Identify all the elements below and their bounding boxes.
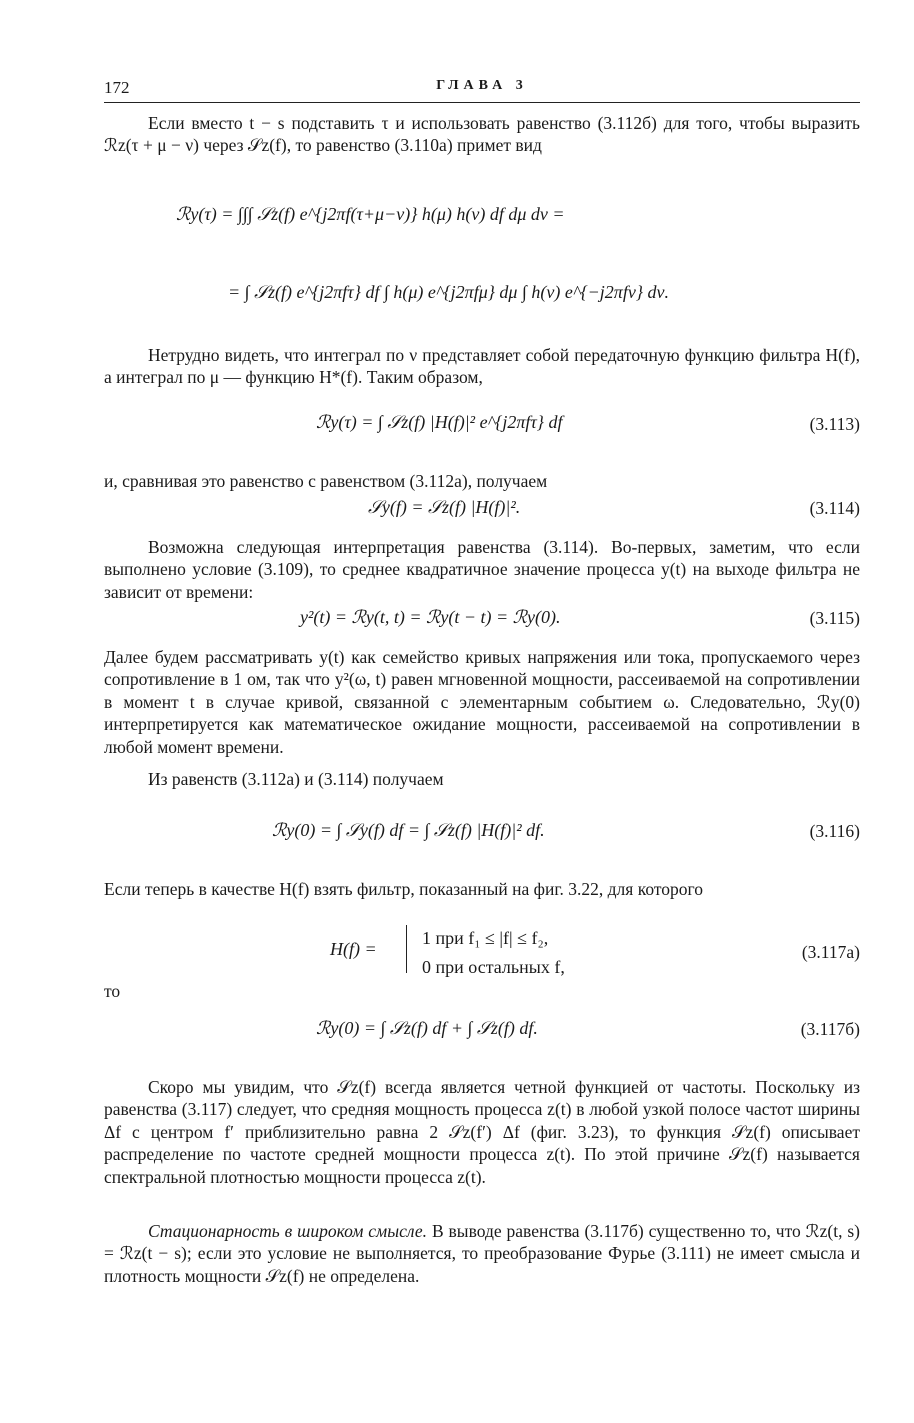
equation-number: (3.117б) bbox=[800, 1019, 860, 1039]
equation-number: (3.114) bbox=[809, 498, 860, 518]
brace bbox=[406, 925, 417, 973]
equation: ℛy(τ) = ∫∫∫ 𝒮z(f) e^{j2πf(τ+μ−ν)} h(μ) h(ν) df dμ dν = bbox=[176, 204, 565, 224]
equation-case: 1 при f₁ ≤ |f| ≤ f₂, bbox=[422, 928, 549, 948]
equation: 𝒮y(f) = 𝒮z(f) |H(f)|². bbox=[368, 497, 521, 517]
paragraph: то bbox=[104, 981, 121, 1001]
page-number: 172 bbox=[104, 78, 130, 97]
paragraph: Скоро мы увидим, что 𝒮z(f) всегда является четной функцией от частоты. Поскольку из равенства (3.117) следует, что средняя мощность процесса z(t) в любой узкой полосе частот ширины Δf с центром f′ приблизительно равна 2 𝒮z(f′) Δf (фиг. 3.23), то функция 𝒮z(f) описывает распределение по частоте средней мощности процесса z(t). По этой причине 𝒮z(f) называется спектральной плотностью мощности процесса z(t). bbox=[104, 1077, 860, 1187]
equation: ℛy(0) = ∫ 𝒮y(f) df = ∫ 𝒮z(f) |H(f)|² df. bbox=[272, 820, 545, 840]
equation-number: (3.116) bbox=[809, 821, 860, 841]
running-header bbox=[104, 76, 860, 103]
paragraph: Нетрудно видеть, что интеграл по ν представляет собой передаточную функцию фильтра H(f), а интеграл по μ — функцию H*(f). Таким образом, bbox=[104, 345, 860, 388]
equation: = ∫ 𝒮z(f) e^{j2πfτ} df ∫ h(μ) e^{j2πfμ} dμ ∫ h(ν) e^{−j2πfν} dν. bbox=[228, 282, 670, 302]
equation-lhs: H(f) = bbox=[330, 939, 377, 959]
paragraph: и, сравнивая это равенство с равенством (3.112а), получаем bbox=[104, 471, 548, 491]
paragraph: Далее будем рассматривать y(t) как семейство кривых напряжения или тока, пропускаемого через сопротивление в 1 ом, так что y²(ω, t) равен мгновенной мощности, рассеиваемой на сопротивлении в момент t в случае кривой, связанной с элементарным событием ω. Следовательно, ℛy(0) интерпретируется как математическое ожидание мощности, рассеиваемой на сопротивлении в любой момент времени. bbox=[104, 647, 860, 757]
chapter-title: ГЛАВА 3 bbox=[436, 78, 528, 93]
paragraph bbox=[104, 1220, 860, 1287]
equation-number: (3.115) bbox=[809, 608, 860, 628]
equation-number: (3.117а) bbox=[801, 942, 860, 962]
paragraph: Если вместо t − s подставить τ и использовать равенство (3.112б) для того, чтобы выразить ℛz(τ + μ − ν) через 𝒮z(f), то равенство (3.110а) примет вид bbox=[104, 113, 860, 156]
paragraph: Из равенств (3.112а) и (3.114) получаем bbox=[148, 769, 444, 789]
run-in-heading: Стационарность в широком смысле. bbox=[148, 1221, 428, 1241]
equation-number: (3.113) bbox=[809, 414, 860, 434]
equation: ℛy(0) = ∫ 𝒮z(f) df + ∫ 𝒮z(f) df. bbox=[316, 1018, 538, 1038]
paragraph: Возможна следующая интерпретация равенства (3.114). Во-первых, заметим, что если выполнено условие (3.109), то среднее квадратичное значение процесса y(t) на выходе фильтра не зависит от времени: bbox=[104, 537, 860, 602]
equation-case: 0 при остальных f, bbox=[422, 957, 565, 977]
paragraph: Если теперь в качестве H(f) взять фильтр, показанный на фиг. 3.22, для которого bbox=[104, 879, 704, 899]
equation: y²(t) = ℛy(t, t) = ℛy(t − t) = ℛy(0). bbox=[300, 607, 561, 627]
paragraph-body: В выводе равенства (3.117б) существенно то, что ℛz(t, s) = ℛz(t − s); если это условие не выполняется, то преобразование Фурье (3.111) не имеет смысла и плотность мощности 𝒮z(f) не определена. bbox=[104, 1221, 860, 1286]
equation: ℛy(τ) = ∫ 𝒮z(f) |H(f)|² e^{j2πfτ} df bbox=[316, 412, 563, 432]
